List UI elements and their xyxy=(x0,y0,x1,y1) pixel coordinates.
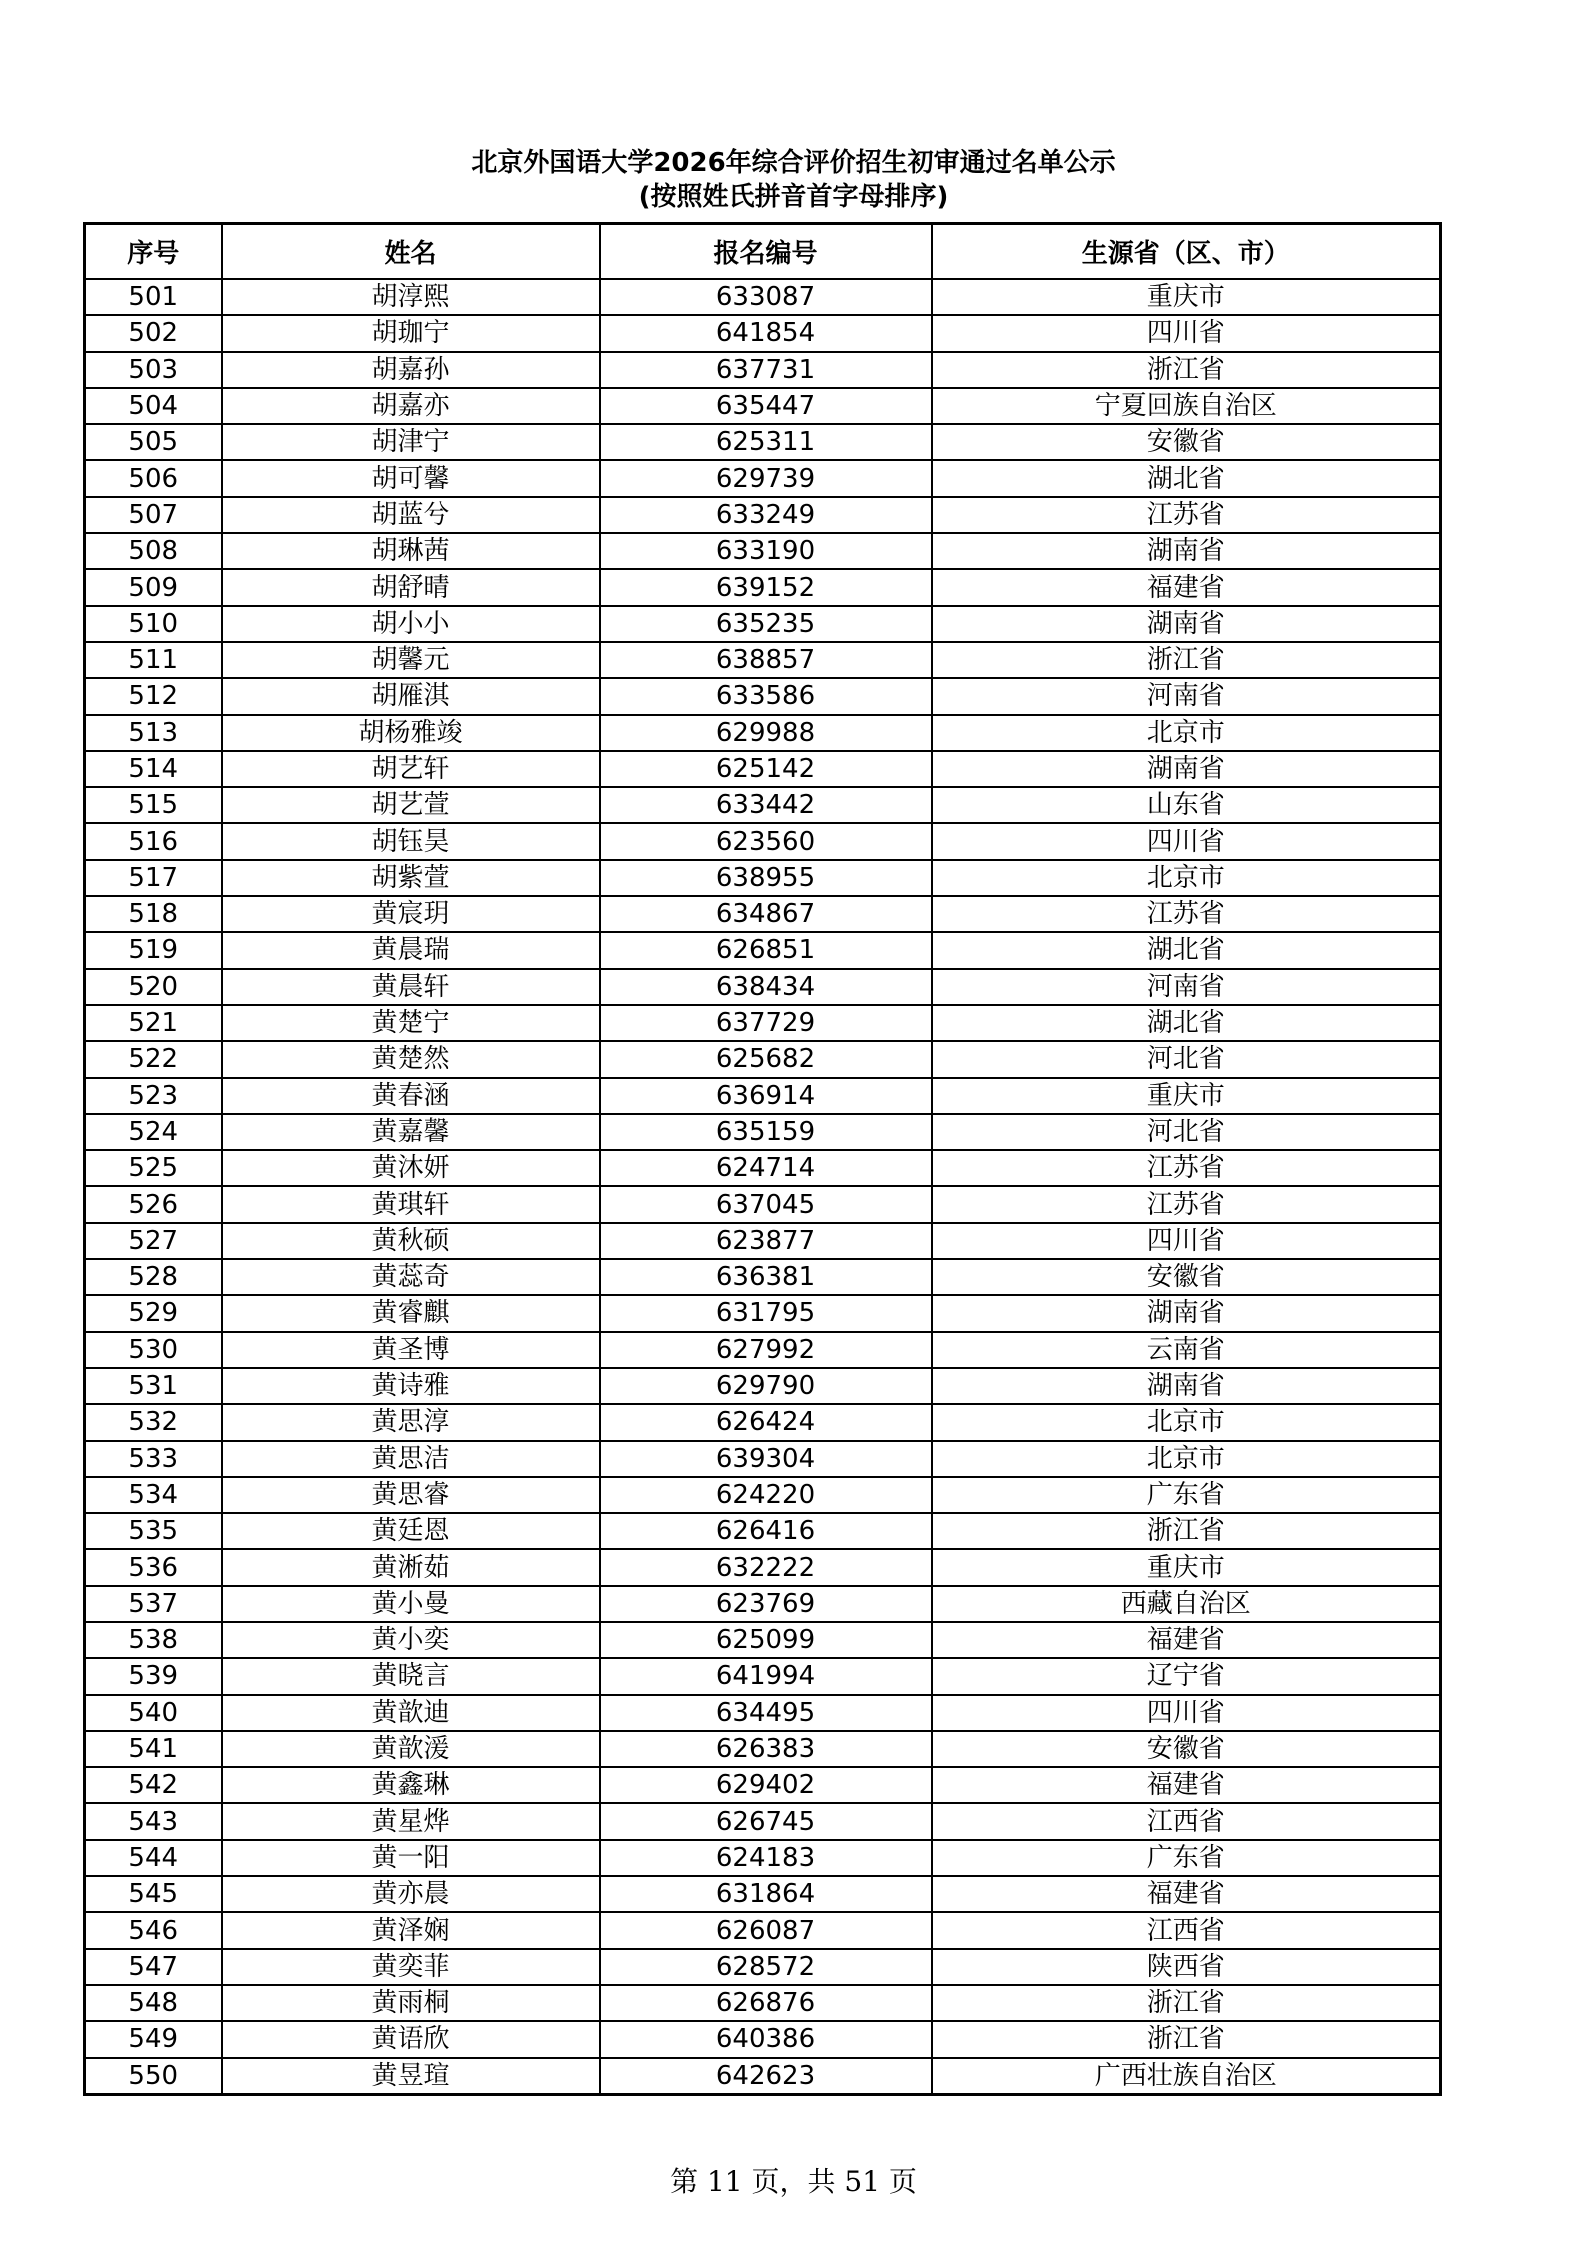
table-row xyxy=(85,1840,1441,1876)
header-name: 姓名 xyxy=(222,224,600,280)
cell-province: 湖南省 xyxy=(932,751,1441,787)
cell-seq: 541 xyxy=(85,1731,222,1767)
cell-seq: 521 xyxy=(85,1005,222,1041)
cell-province: 湖南省 xyxy=(932,1295,1441,1331)
cell-name: 黄歆迪 xyxy=(222,1695,600,1731)
cell-province: 湖北省 xyxy=(932,932,1441,968)
cell-seq: 536 xyxy=(85,1549,222,1585)
cell-seq: 508 xyxy=(85,533,222,569)
table-row xyxy=(85,388,1441,424)
cell-name: 黄泽娴 xyxy=(222,1912,600,1948)
table-header-row xyxy=(85,224,1441,280)
cell-seq: 511 xyxy=(85,642,222,678)
cell-reg-no: 638434 xyxy=(600,969,932,1005)
cell-seq: 527 xyxy=(85,1223,222,1259)
cell-province: 福建省 xyxy=(932,569,1441,605)
cell-province: 北京市 xyxy=(932,1441,1441,1477)
cell-reg-no: 625311 xyxy=(600,424,932,460)
cell-province: 四川省 xyxy=(932,1695,1441,1731)
cell-province: 湖南省 xyxy=(932,1368,1441,1404)
cell-seq: 520 xyxy=(85,969,222,1005)
cell-seq: 513 xyxy=(85,715,222,751)
cell-reg-no: 633190 xyxy=(600,533,932,569)
cell-name: 黄蕊奇 xyxy=(222,1259,600,1295)
cell-reg-no: 639152 xyxy=(600,569,932,605)
cell-name: 黄淅茹 xyxy=(222,1549,600,1585)
cell-seq: 516 xyxy=(85,823,222,859)
table-row xyxy=(85,1041,1441,1077)
cell-reg-no: 628572 xyxy=(600,1949,932,1985)
cell-name: 黄楚然 xyxy=(222,1041,600,1077)
cell-name: 黄晓言 xyxy=(222,1658,600,1694)
cell-name: 黄宸玥 xyxy=(222,896,600,932)
table-row xyxy=(85,1513,1441,1549)
table-row xyxy=(85,1949,1441,1985)
cell-seq: 525 xyxy=(85,1150,222,1186)
cell-reg-no: 626383 xyxy=(600,1731,932,1767)
cell-reg-no: 637729 xyxy=(600,1005,932,1041)
cell-reg-no: 633586 xyxy=(600,678,932,714)
table-row xyxy=(85,1259,1441,1295)
cell-province: 北京市 xyxy=(932,860,1441,896)
cell-seq: 533 xyxy=(85,1441,222,1477)
table-row xyxy=(85,1114,1441,1150)
cell-province: 河北省 xyxy=(932,1041,1441,1077)
cell-name: 黄睿麒 xyxy=(222,1295,600,1331)
cell-province: 江西省 xyxy=(932,1803,1441,1839)
cell-province: 北京市 xyxy=(932,715,1441,751)
table-row xyxy=(85,533,1441,569)
table-row xyxy=(85,1912,1441,1948)
cell-name: 黄小奕 xyxy=(222,1622,600,1658)
cell-seq: 537 xyxy=(85,1586,222,1622)
cell-province: 湖南省 xyxy=(932,606,1441,642)
cell-reg-no: 639304 xyxy=(600,1441,932,1477)
cell-name: 黄楚宁 xyxy=(222,1005,600,1041)
cell-seq: 526 xyxy=(85,1186,222,1222)
cell-seq: 545 xyxy=(85,1876,222,1912)
table-row xyxy=(85,1223,1441,1259)
cell-reg-no: 631864 xyxy=(600,1876,932,1912)
cell-seq: 542 xyxy=(85,1767,222,1803)
cell-name: 黄沐妍 xyxy=(222,1150,600,1186)
cell-province: 江苏省 xyxy=(932,1186,1441,1222)
cell-name: 胡舒晴 xyxy=(222,569,600,605)
cell-province: 安徽省 xyxy=(932,1259,1441,1295)
table-row xyxy=(85,860,1441,896)
cell-name: 黄琪轩 xyxy=(222,1186,600,1222)
table-row xyxy=(85,606,1441,642)
cell-province: 江苏省 xyxy=(932,497,1441,533)
cell-name: 黄一阳 xyxy=(222,1840,600,1876)
table-row xyxy=(85,1368,1441,1404)
cell-province: 宁夏回族自治区 xyxy=(932,388,1441,424)
cell-province: 河北省 xyxy=(932,1114,1441,1150)
cell-name: 黄嘉馨 xyxy=(222,1114,600,1150)
cell-name: 胡蓝兮 xyxy=(222,497,600,533)
cell-seq: 502 xyxy=(85,315,222,351)
cell-reg-no: 623769 xyxy=(600,1586,932,1622)
cell-name: 胡馨元 xyxy=(222,642,600,678)
table-row xyxy=(85,497,1441,533)
table-row xyxy=(85,1332,1441,1368)
header-province: 生源省（区、市） xyxy=(932,224,1441,280)
table-row xyxy=(85,424,1441,460)
cell-province: 四川省 xyxy=(932,315,1441,351)
cell-name: 胡紫萱 xyxy=(222,860,600,896)
cell-seq: 506 xyxy=(85,460,222,496)
cell-province: 湖北省 xyxy=(932,1005,1441,1041)
cell-seq: 501 xyxy=(85,279,222,315)
cell-province: 山东省 xyxy=(932,787,1441,823)
cell-reg-no: 629402 xyxy=(600,1767,932,1803)
table-row xyxy=(85,1295,1441,1331)
cell-reg-no: 633249 xyxy=(600,497,932,533)
cell-reg-no: 641854 xyxy=(600,315,932,351)
cell-province: 浙江省 xyxy=(932,1985,1441,2021)
cell-reg-no: 623560 xyxy=(600,823,932,859)
cell-province: 福建省 xyxy=(932,1622,1441,1658)
cell-reg-no: 626087 xyxy=(600,1912,932,1948)
cell-province: 河南省 xyxy=(932,969,1441,1005)
cell-seq: 515 xyxy=(85,787,222,823)
table-row xyxy=(85,1549,1441,1585)
cell-reg-no: 637045 xyxy=(600,1186,932,1222)
cell-reg-no: 626745 xyxy=(600,1803,932,1839)
cell-reg-no: 641994 xyxy=(600,1658,932,1694)
cell-seq: 544 xyxy=(85,1840,222,1876)
cell-seq: 524 xyxy=(85,1114,222,1150)
cell-province: 河南省 xyxy=(932,678,1441,714)
table-row xyxy=(85,1586,1441,1622)
table-row xyxy=(85,678,1441,714)
table-row xyxy=(85,787,1441,823)
cell-seq: 547 xyxy=(85,1949,222,1985)
cell-reg-no: 625682 xyxy=(600,1041,932,1077)
cell-reg-no: 624714 xyxy=(600,1150,932,1186)
table-row xyxy=(85,1876,1441,1912)
table-row xyxy=(85,751,1441,787)
table-body xyxy=(85,279,1441,2094)
table-row xyxy=(85,2021,1441,2057)
cell-province: 安徽省 xyxy=(932,424,1441,460)
cell-province: 广东省 xyxy=(932,1477,1441,1513)
cell-seq: 534 xyxy=(85,1477,222,1513)
cell-province: 湖南省 xyxy=(932,533,1441,569)
cell-seq: 512 xyxy=(85,678,222,714)
cell-name: 黄圣博 xyxy=(222,1332,600,1368)
cell-name: 黄廷恩 xyxy=(222,1513,600,1549)
cell-province: 福建省 xyxy=(932,1767,1441,1803)
cell-name: 胡艺萱 xyxy=(222,787,600,823)
table-row xyxy=(85,932,1441,968)
cell-reg-no: 625099 xyxy=(600,1622,932,1658)
cell-seq: 503 xyxy=(85,352,222,388)
document-subtitle: (按照姓氏拼音首字母排序) xyxy=(638,182,949,212)
cell-seq: 518 xyxy=(85,896,222,932)
cell-name: 黄奕菲 xyxy=(222,1949,600,1985)
cell-name: 黄诗雅 xyxy=(222,1368,600,1404)
cell-reg-no: 623877 xyxy=(600,1223,932,1259)
cell-name: 黄秋硕 xyxy=(222,1223,600,1259)
cell-name: 黄晨瑞 xyxy=(222,932,600,968)
header-reg-no: 报名编号 xyxy=(600,224,932,280)
cell-reg-no: 626851 xyxy=(600,932,932,968)
cell-name: 黄思睿 xyxy=(222,1477,600,1513)
table-row xyxy=(85,1477,1441,1513)
cell-reg-no: 631795 xyxy=(600,1295,932,1331)
header-seq: 序号 xyxy=(85,224,222,280)
page-footer: 第 11 页，共 51 页 xyxy=(670,2165,917,2198)
cell-province: 福建省 xyxy=(932,1876,1441,1912)
table-row xyxy=(85,1150,1441,1186)
cell-seq: 531 xyxy=(85,1368,222,1404)
cell-reg-no: 632222 xyxy=(600,1549,932,1585)
document-title: 北京外国语大学2026年综合评价招生初审通过名单公示 xyxy=(471,148,1116,178)
cell-seq: 507 xyxy=(85,497,222,533)
table-row xyxy=(85,1622,1441,1658)
cell-reg-no: 637731 xyxy=(600,352,932,388)
cell-province: 江苏省 xyxy=(932,1150,1441,1186)
table-row xyxy=(85,715,1441,751)
cell-name: 胡小小 xyxy=(222,606,600,642)
cell-reg-no: 633087 xyxy=(600,279,932,315)
cell-seq: 529 xyxy=(85,1295,222,1331)
table-row xyxy=(85,1441,1441,1477)
table-row xyxy=(85,352,1441,388)
cell-seq: 528 xyxy=(85,1259,222,1295)
cell-name: 胡杨雅竣 xyxy=(222,715,600,751)
cell-name: 黄小曼 xyxy=(222,1586,600,1622)
table-row xyxy=(85,1078,1441,1114)
cell-seq: 539 xyxy=(85,1658,222,1694)
cell-reg-no: 634867 xyxy=(600,896,932,932)
table-row xyxy=(85,642,1441,678)
cell-province: 广西壮族自治区 xyxy=(932,2058,1441,2095)
cell-name: 黄春涵 xyxy=(222,1078,600,1114)
table-row xyxy=(85,969,1441,1005)
cell-province: 浙江省 xyxy=(932,352,1441,388)
table-row xyxy=(85,315,1441,351)
cell-name: 胡雁淇 xyxy=(222,678,600,714)
cell-reg-no: 629739 xyxy=(600,460,932,496)
cell-seq: 509 xyxy=(85,569,222,605)
cell-name: 黄鑫琳 xyxy=(222,1767,600,1803)
cell-seq: 522 xyxy=(85,1041,222,1077)
cell-province: 四川省 xyxy=(932,823,1441,859)
cell-name: 黄语欣 xyxy=(222,2021,600,2057)
cell-province: 四川省 xyxy=(932,1223,1441,1259)
cell-province: 北京市 xyxy=(932,1404,1441,1440)
table-row xyxy=(85,896,1441,932)
cell-name: 黄思淳 xyxy=(222,1404,600,1440)
admission-list-table xyxy=(83,222,1442,2096)
cell-seq: 550 xyxy=(85,2058,222,2095)
table-row xyxy=(85,1731,1441,1767)
cell-seq: 504 xyxy=(85,388,222,424)
cell-name: 黄亦晨 xyxy=(222,1876,600,1912)
table-row xyxy=(85,1695,1441,1731)
table-row xyxy=(85,1404,1441,1440)
cell-reg-no: 629790 xyxy=(600,1368,932,1404)
cell-seq: 548 xyxy=(85,1985,222,2021)
cell-seq: 523 xyxy=(85,1078,222,1114)
cell-name: 胡嘉亦 xyxy=(222,388,600,424)
cell-province: 重庆市 xyxy=(932,1078,1441,1114)
cell-name: 胡钰昊 xyxy=(222,823,600,859)
cell-name: 黄雨桐 xyxy=(222,1985,600,2021)
cell-reg-no: 635447 xyxy=(600,388,932,424)
cell-seq: 519 xyxy=(85,932,222,968)
table-row xyxy=(85,1985,1441,2021)
cell-seq: 546 xyxy=(85,1912,222,1948)
cell-seq: 543 xyxy=(85,1803,222,1839)
cell-reg-no: 640386 xyxy=(600,2021,932,2057)
table-row xyxy=(85,1005,1441,1041)
cell-reg-no: 633442 xyxy=(600,787,932,823)
cell-seq: 549 xyxy=(85,2021,222,2057)
cell-reg-no: 629988 xyxy=(600,715,932,751)
cell-reg-no: 636914 xyxy=(600,1078,932,1114)
cell-seq: 510 xyxy=(85,606,222,642)
cell-province: 湖北省 xyxy=(932,460,1441,496)
cell-seq: 517 xyxy=(85,860,222,896)
cell-reg-no: 634495 xyxy=(600,1695,932,1731)
cell-seq: 535 xyxy=(85,1513,222,1549)
cell-seq: 540 xyxy=(85,1695,222,1731)
cell-reg-no: 635235 xyxy=(600,606,932,642)
cell-name: 胡珈宁 xyxy=(222,315,600,351)
cell-province: 重庆市 xyxy=(932,279,1441,315)
cell-name: 胡嘉孙 xyxy=(222,352,600,388)
cell-reg-no: 626416 xyxy=(600,1513,932,1549)
cell-name: 胡琳茜 xyxy=(222,533,600,569)
cell-name: 黄歆湲 xyxy=(222,1731,600,1767)
table-row xyxy=(85,823,1441,859)
cell-seq: 532 xyxy=(85,1404,222,1440)
cell-province: 云南省 xyxy=(932,1332,1441,1368)
cell-reg-no: 635159 xyxy=(600,1114,932,1150)
cell-province: 浙江省 xyxy=(932,642,1441,678)
cell-reg-no: 625142 xyxy=(600,751,932,787)
cell-seq: 538 xyxy=(85,1622,222,1658)
cell-name: 黄思洁 xyxy=(222,1441,600,1477)
cell-seq: 505 xyxy=(85,424,222,460)
cell-seq: 530 xyxy=(85,1332,222,1368)
cell-reg-no: 624220 xyxy=(600,1477,932,1513)
table-row xyxy=(85,1803,1441,1839)
table-row xyxy=(85,2058,1441,2095)
cell-province: 安徽省 xyxy=(932,1731,1441,1767)
cell-name: 黄晨轩 xyxy=(222,969,600,1005)
table-row xyxy=(85,460,1441,496)
cell-province: 浙江省 xyxy=(932,2021,1441,2057)
table-row xyxy=(85,1658,1441,1694)
cell-reg-no: 638857 xyxy=(600,642,932,678)
cell-province: 重庆市 xyxy=(932,1549,1441,1585)
cell-reg-no: 626876 xyxy=(600,1985,932,2021)
cell-province: 浙江省 xyxy=(932,1513,1441,1549)
table-row xyxy=(85,569,1441,605)
table-row xyxy=(85,1186,1441,1222)
cell-province: 陕西省 xyxy=(932,1949,1441,1985)
cell-reg-no: 626424 xyxy=(600,1404,932,1440)
cell-province: 辽宁省 xyxy=(932,1658,1441,1694)
cell-seq: 514 xyxy=(85,751,222,787)
cell-province: 广东省 xyxy=(932,1840,1441,1876)
cell-province: 江苏省 xyxy=(932,896,1441,932)
cell-reg-no: 642623 xyxy=(600,2058,932,2095)
table-row xyxy=(85,279,1441,315)
cell-reg-no: 638955 xyxy=(600,860,932,896)
cell-name: 黄昱瑄 xyxy=(222,2058,600,2095)
cell-name: 胡淳熙 xyxy=(222,279,600,315)
cell-name: 胡艺轩 xyxy=(222,751,600,787)
cell-province: 江西省 xyxy=(932,1912,1441,1948)
cell-province: 西藏自治区 xyxy=(932,1586,1441,1622)
cell-reg-no: 627992 xyxy=(600,1332,932,1368)
cell-name: 黄星烨 xyxy=(222,1803,600,1839)
cell-name: 胡可馨 xyxy=(222,460,600,496)
table-row xyxy=(85,1767,1441,1803)
cell-name: 胡津宁 xyxy=(222,424,600,460)
cell-reg-no: 636381 xyxy=(600,1259,932,1295)
cell-reg-no: 624183 xyxy=(600,1840,932,1876)
